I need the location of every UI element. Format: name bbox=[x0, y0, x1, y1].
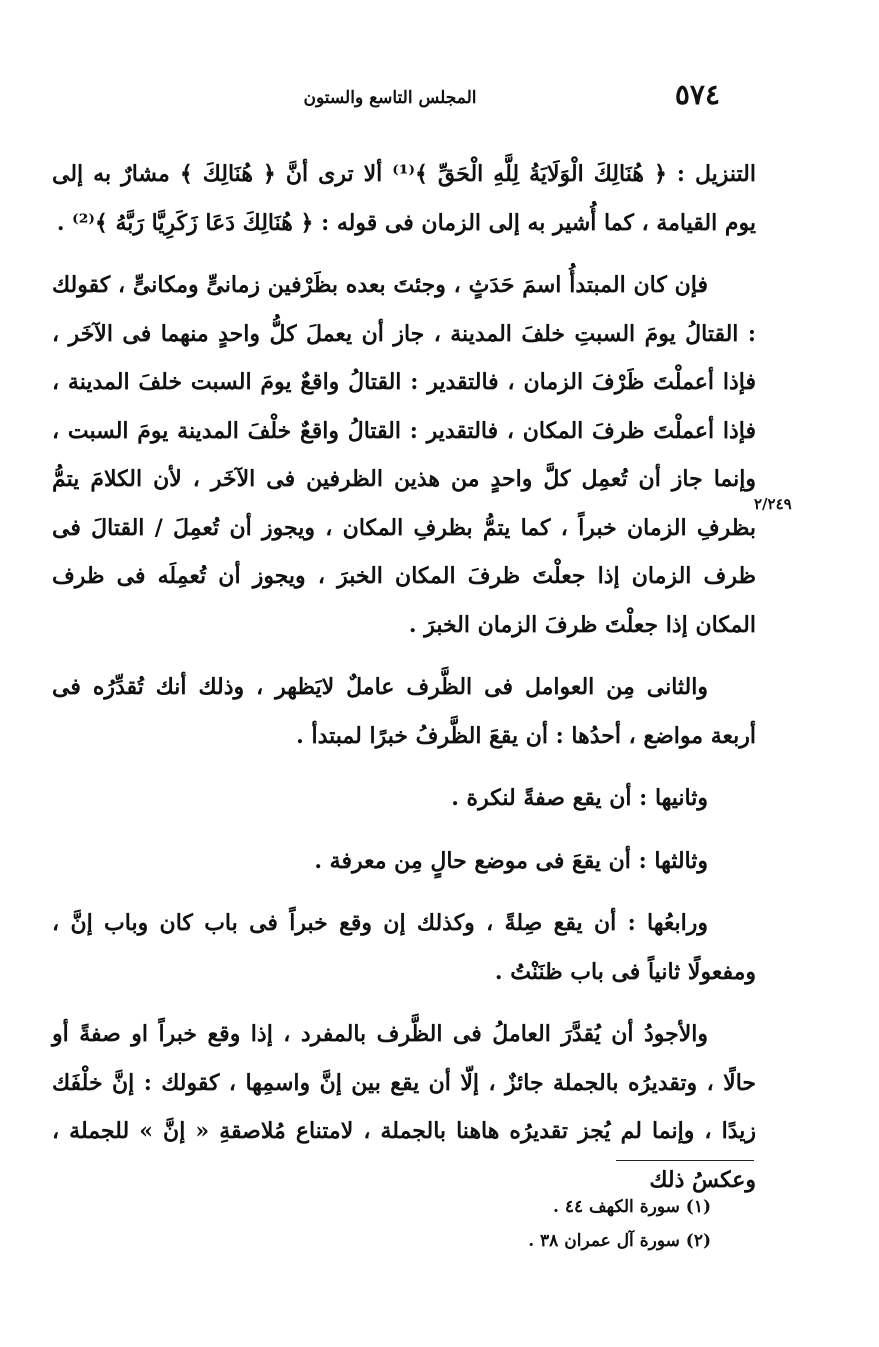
footnote-1: (١) سورة الكهف ٤٤ . bbox=[553, 1197, 711, 1217]
paragraph-5: وثالثها : أن يقعَ فى موضع حالٍ مِن معرفة . bbox=[314, 847, 708, 874]
footnote-2: (٢) سورة آل عمران ٣٨ . bbox=[528, 1231, 711, 1251]
running-title: المجلس التاسع والستون bbox=[303, 88, 477, 108]
paragraph-6: ورابعُها : أن يقع صِلةً ، وكذلك إن وقع خبراً فى باب كان وباب إنَّ ، ومفعولًا ثانياً فى باب ظنَنْتُ . bbox=[52, 910, 756, 985]
paragraph-2: فإن كان المبتدأُ اسمَ حَدَثٍ ، وجئتَ بعده بظَرْفين زمانىٍّ ومكانىٍّ ، كقولك : القتالُ يومَ السبتِ خلفَ المدينة ، جاز أن يعملَ كلُّ واحدٍ منهما فى الآخَر ، فإذا أعملْتَ ظَرْفَ الزمان ، فالتقدير : القتالُ واقعٌ يومَ السبت خلفَ المدينة ، فإذا أعملْتَ ظرفَ المكان ، فالتقدير : القتالُ واقعٌ خلْفَ المدينة يومَ السبت ، وإنما جاز أن تُعمِل كلَّ واحدٍ من هذين الظرفين فى الآخَر ، لأن الكلامَ يتمُّ بظرفِ الزمان خبراً ، كما يتمُّ بظرفِ المكان ، ويجوز أن تُعمِلَ / القتالَ فى ظرف الزمان إذا جعلْتَ ظرفَ المكان الخبرَ ، ويجوز أن تُعمِلَه فى ظرف المكان إذا جعلْتَ ظرفَ الزمان الخبرَ . bbox=[52, 272, 756, 638]
footnotes bbox=[291, 1190, 711, 1258]
paragraph-1: التنزيل : ﴿ هُنَالِكَ الْوَلَايَةُ لِلَّهِ الْحَقِّ ﴾⁽¹⁾ ألا ترى أنَّ ﴿ هُنَالِكَ ﴾ مشارٌ به إلى يوم القيامة ، كما أُشير به إلى الزمان فى قوله : ﴿ هُنَالِكَ دَعَا زَكَرِيَّا رَبَّهُ ﴾⁽²⁾ . bbox=[52, 161, 756, 236]
main-text bbox=[52, 150, 756, 1204]
marginal-reference: ٢/٢٤٩ bbox=[754, 495, 792, 513]
page-header bbox=[60, 78, 720, 118]
footnote-divider bbox=[616, 1160, 754, 1161]
paragraph-4: وثانيها : أن يقع صفةً لنكرة . bbox=[451, 785, 708, 811]
paragraph-3: والثانى مِن العوامل فى الظَّرف عاملٌ لايَظهر ، وذلك أنك تُقدِّرُه فى أربعة مواضع ، أحدُها : أن يقعَ الظَّرفُ خبرًا لمبتدأ . bbox=[52, 674, 756, 749]
page-number: ٥٧٤ bbox=[674, 78, 720, 111]
paragraph-7: والأجودُ أن يُقدَّرَ العاملُ فى الظَّرف بالمفرد ، إذا وقع خبراً او صفةً أو حالًا ، وتقديرُه بالجملة جائزٌ ، إلّا أن يقع بين إنَّ واسمِها ، كقولك : إنَّ خلْفَك زيدًا ، وإنما لم يُجز تقديرُه هاهنا بالجملة ، لامتناع مُلاصقةِ « إنَّ » للجملة ، وعكسُ ذلك bbox=[52, 1021, 756, 1193]
